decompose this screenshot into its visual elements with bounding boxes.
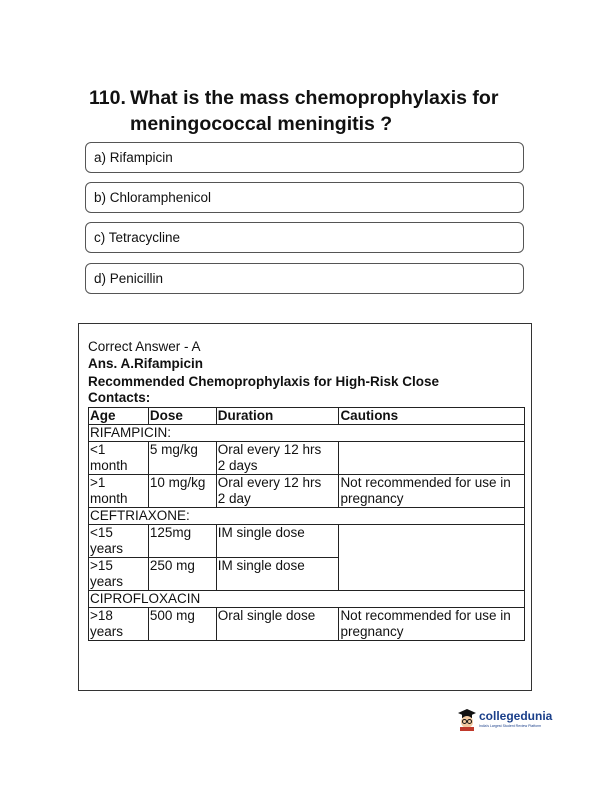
table-row — [89, 608, 525, 641]
age-cell: >15 years — [89, 558, 149, 591]
correct-answer: Correct Answer - A — [88, 339, 201, 354]
dose-cell: 125mg — [148, 525, 216, 558]
header-age: Age — [89, 408, 149, 425]
caution-cell — [339, 525, 525, 591]
duration-cell: Oral every 12 hrs 2 day — [216, 475, 339, 508]
table-heading-line1: Recommended Chemoprophylaxis for High-Risk Close — [88, 374, 440, 389]
dose-cell: 250 mg — [148, 558, 216, 591]
section-ceftriaxone: CEFTRIAXONE: — [89, 508, 525, 525]
chemoprophylaxis-table — [88, 407, 525, 641]
section-row — [89, 591, 525, 608]
header-cautions: Cautions — [339, 408, 525, 425]
dose-cell: 500 mg — [148, 608, 216, 641]
caution-cell: Not recommended for use in pregnancy — [339, 608, 525, 641]
header-duration: Duration — [216, 408, 339, 425]
question-text-line2: meningococcal meningitis ? — [130, 113, 393, 135]
logo-name: collegedunia — [479, 709, 553, 723]
option-a[interactable]: a) Rifampicin — [85, 142, 524, 173]
age-cell: <15 years — [89, 525, 149, 558]
table-heading-line2: Contacts: — [88, 390, 151, 405]
question-text-line1: What is the mass chemoprophylaxis for — [130, 87, 499, 109]
duration-cell: Oral every 12 hrs 2 days — [216, 442, 339, 475]
logo-tagline: India's Largest Student Review Platform — [479, 724, 542, 728]
dose-cell: 5 mg/kg — [148, 442, 216, 475]
duration-cell: IM single dose — [216, 525, 339, 558]
section-rifampicin: RIFAMPICIN: — [89, 425, 525, 442]
table-row — [89, 475, 525, 508]
caution-cell — [339, 442, 525, 475]
option-b[interactable]: b) Chloramphenicol — [85, 182, 524, 213]
caution-cell: Not recommended for use in pregnancy — [339, 475, 525, 508]
table-row — [89, 525, 525, 558]
option-c[interactable]: c) Tetracycline — [85, 222, 524, 253]
collegedunia-logo — [456, 707, 553, 736]
duration-cell: IM single dose — [216, 558, 339, 591]
age-cell: >1 month — [89, 475, 149, 508]
answer-label: Ans. A.Rifampicin — [88, 356, 204, 371]
table-row — [89, 442, 525, 475]
section-row — [89, 508, 525, 525]
option-d[interactable]: d) Penicillin — [85, 263, 524, 294]
graduate-mascot-icon — [456, 707, 478, 731]
duration-cell: Oral single dose — [216, 608, 339, 641]
section-ciprofloxacin: CIPROFLOXACIN — [89, 591, 525, 608]
age-cell: <1 month — [89, 442, 149, 475]
section-row — [89, 425, 525, 442]
age-cell: >18 years — [89, 608, 149, 641]
question-number: 110. — [89, 87, 126, 109]
header-dose: Dose — [148, 408, 216, 425]
dose-cell: 10 mg/kg — [148, 475, 216, 508]
table-header-row — [89, 408, 525, 425]
